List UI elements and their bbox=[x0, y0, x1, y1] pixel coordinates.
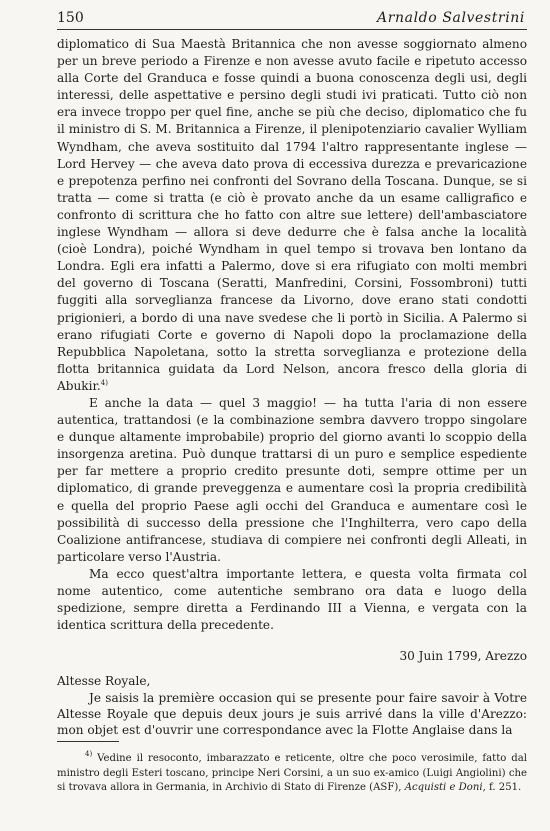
footnote bbox=[57, 752, 527, 796]
footnote-reference: 4) bbox=[100, 378, 108, 387]
paragraph-2: E anche la data — quel 3 maggio! — ha tutta l'aria di non essere autentica, trattandosi (e la combinazione sembra davvero troppo singolare e dunque altamente improbabile) proprio del giorno avanti lo scoppio della insorgenza aretina. Può dunque trattarsi di un puro e semplice espediente per far mettere a proprio credito presunte doti, sempre ottime per un diplomatico, di grande preveggenza e aumentare così la propria credibilità e quella del proprio Paese agli occhi del Granduca e aumentare così le possibilità di successo della pressione che l'Inghilterra, vero capo della Coalizione antifrancese, studiava di compiere nei confronti degli Alleati, in particolare verso l'Austria. bbox=[57, 395, 527, 564]
footnote-tail: , f. 251. bbox=[482, 782, 522, 793]
header-rule bbox=[57, 29, 527, 30]
paragraph-1 bbox=[57, 36, 527, 395]
page-number: 150 bbox=[57, 10, 84, 26]
body-text bbox=[57, 36, 527, 738]
letter-salutation: Altesse Royale, bbox=[57, 674, 151, 689]
paragraph-3: Ma ecco quest'altra importante lettera, e questa volta firmata col nome autentico, come autentiche sembrano ora data e luogo della spedizione, sempre diretta a Ferdinando III a Vienna, e vergata con la identica scrittura della precedente. bbox=[57, 566, 527, 633]
footnote-source: Acquisti e Doni bbox=[404, 782, 483, 793]
footnote-text: Vedine il resoconto, imbarazzato e reticente, oltre che poco verosimile, fatto dal ministro degli Esteri toscano, principe Neri Corsini, a un suo ex-amico (Luigi Angiolini) che si trovava allora in Germania, in Archivio di Stato di Firenze (ASF), bbox=[57, 753, 527, 793]
paragraph-1-text: diplomatico di Sua Maestà Britannica che non avesse soggiornato almeno per un breve periodo a Firenze e non avesse avuto facile e ripetuto accesso alla Corte del Granduca e fosse quindi a buona conoscenza degli usi, degli interessi, delle aspettative e persino degli studi ivi praticati. Tutto ciò non era invece troppo per quel fine, anche se più che deciso, diplomatico che fu il ministro di S. M. Britannica a Firenze, il plenipotenziario cavalier Wylliam Wyndham, che aveva sostituito dal 1794 l'altro rappresentante inglese — Lord Hervey — che aveva dato prova di eccessiva durezza e prevaricazione e prepotenza perfino nei confronti del Sovrano della Toscana. Dunque, se si tratta — come si tratta (e ciò è provato anche da un esame calligrafico e confronto di scrittura che ho fatto con altre sue lettere) dell'ambasciatore inglese Wyndham — allora si deve dedurre che è falsa anche la località (cioè Londra), poiché Wyndham in quel tempo si trovava ben lontano da Londra. Egli era infatti a Palermo, dove si era rifugiato con molti membri del governo di Toscana (Seratti, Manfredini, Corsini, Fossombroni) tutti fuggiti alla sorveglianza francese da Livorno, dove erano stati condotti prigionieri, a bordo di una nave svedese che li portò in Sicilia. A Palermo si erano rifugiati Corte e governo di Napoli dopo la proclamazione della Repubblica Napoletana, sotto la stretta sorveglianza e protezione della flotta britannica guidata da Lord Nelson, ancora fresco della gloria di Abukir. bbox=[57, 37, 527, 393]
page-header bbox=[57, 8, 527, 30]
footnote-paragraph bbox=[57, 752, 527, 796]
letter-dateline: 30 Juin 1799, Arezzo bbox=[399, 649, 527, 664]
letter-text: Je saisis la première occasion qui se presente pour faire savoir à Votre Altesse Royale que depuis deux jours je suis arrivé dans la ville d'Arezzo: mon objet est d'ouvrir une correspondance avec la Flotte Anglaise dans la bbox=[57, 691, 527, 738]
footnote-marker: 4) bbox=[85, 750, 93, 758]
running-head: Arnaldo Salvestrini bbox=[377, 10, 525, 26]
footnote-rule bbox=[57, 741, 119, 742]
